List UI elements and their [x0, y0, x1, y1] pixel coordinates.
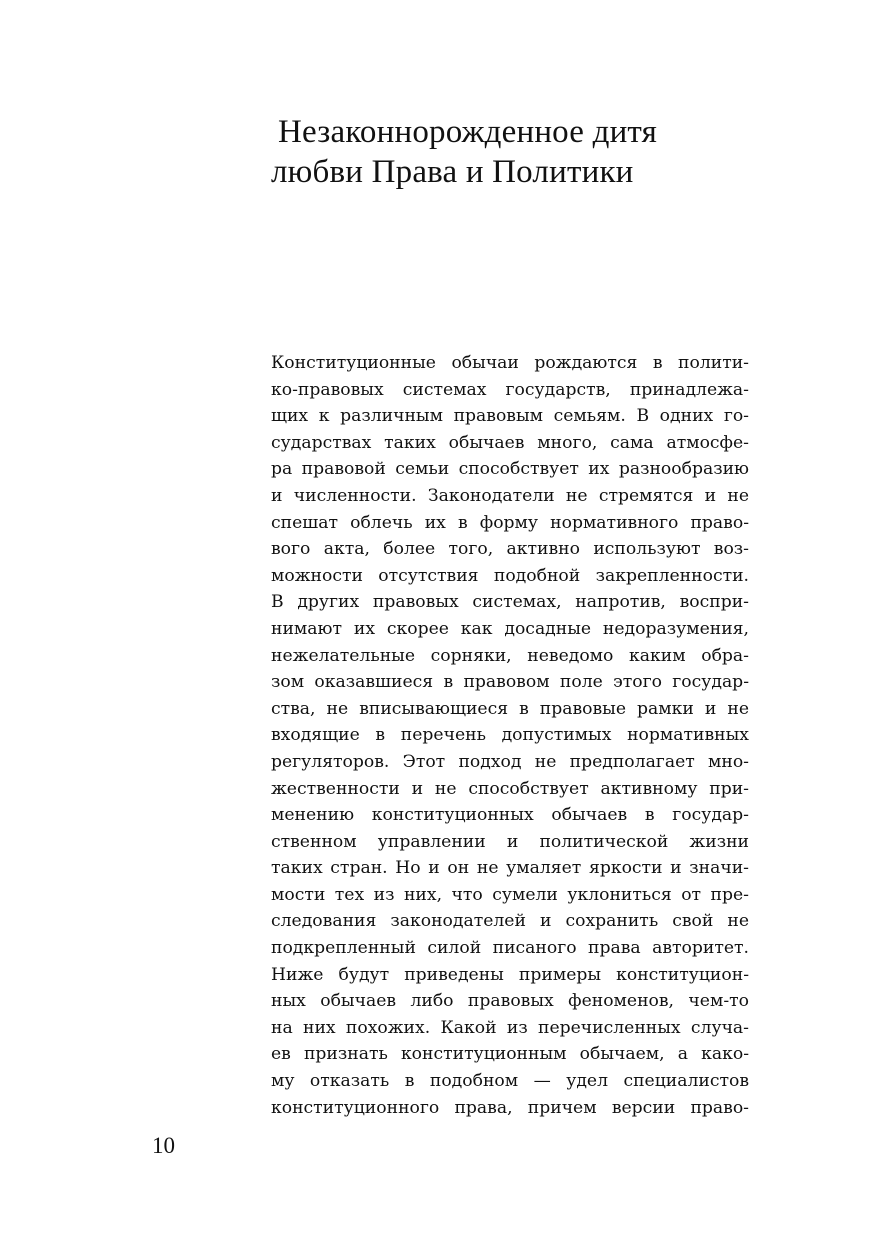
text-line: му отказать в подобном — удел специалистов: [271, 1071, 749, 1092]
text-line: подкрепленный силой писаного права авторитет.: [271, 938, 749, 959]
text-line: следования законодателей и сохранить свой не: [271, 911, 749, 932]
text-line: ко-правовых системах государств, принадлежа-: [271, 379, 749, 400]
text-line: ственном управлении и политической жизни: [271, 831, 749, 852]
text-line: ства, не вписывающиеся в правовые рамки и не: [271, 698, 749, 719]
text-line: входящие в перечень допустимых нормативных: [271, 725, 749, 746]
chapter-title-line: Незаконнорожденное дитя: [278, 114, 657, 150]
text-line: мости тех из них, что сумели уклониться от пре-: [271, 884, 749, 905]
text-line: зом оказавшиеся в правовом поле этого государ-: [271, 672, 749, 693]
text-line: ев признать конституционным обычаем, а како-: [271, 1044, 749, 1065]
text-line: можности отсутствия подобной закрепленности.: [271, 565, 749, 586]
text-line: конституционного права, причем версии право-: [271, 1097, 749, 1118]
text-line: Ниже будут приведены примеры конституцион-: [271, 964, 749, 985]
text-line: спешат облечь их в форму нормативного право-: [271, 512, 749, 533]
text-line: жественности и не способствует активному при-: [271, 778, 749, 799]
text-line: В других правовых системах, напротив, воспри-: [271, 592, 749, 613]
text-line: на них похожих. Какой из перечисленных случа-: [271, 1017, 749, 1038]
text-line: щих к различным правовым семьям. В одних го-: [271, 406, 749, 427]
text-line: вого акта, более того, активно используют воз-: [271, 539, 749, 560]
text-line: ра правовой семьи способствует их разнообразию: [271, 459, 749, 480]
text-line: и численности. Законодатели не стремятся и не: [271, 485, 749, 506]
page-number: 10: [152, 1133, 175, 1158]
text-line: нежелательные сорняки, неведомо каким обра-: [271, 645, 749, 666]
text-line: менению конституционных обычаев в государ-: [271, 805, 749, 826]
text-line: Конституционные обычаи рождаются в полити-: [271, 353, 749, 373]
text-line: регуляторов. Этот подход не предполагает мно-: [271, 751, 749, 772]
text-line: ных обычаев либо правовых феноменов, чем-то: [271, 991, 749, 1012]
text-line: сударствах таких обычаев много, сама атмосфе-: [271, 432, 749, 453]
body-paragraph: [271, 350, 749, 1121]
chapter-title: [271, 112, 771, 192]
chapter-title-line: любви Права и Политики: [271, 154, 634, 190]
text-line: нимают их скорее как досадные недоразумения,: [271, 618, 749, 639]
text-line: таких стран. Но и он не умаляет яркости и значи-: [271, 858, 749, 879]
